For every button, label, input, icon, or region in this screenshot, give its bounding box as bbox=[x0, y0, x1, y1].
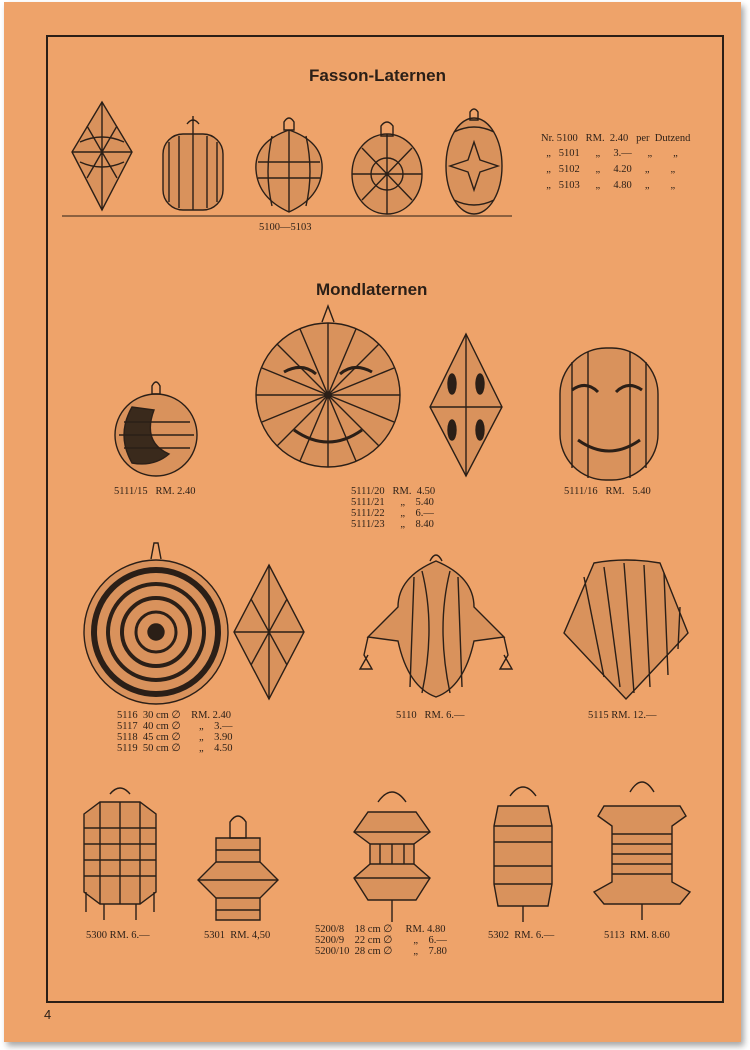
caption-5111-20-line2: 5111/21 „ 5.40 bbox=[351, 497, 434, 508]
caption-5116: 5116 30 cm ∅ RM. 2.40 bbox=[117, 710, 232, 721]
section-title-mond: Mondlaternen bbox=[316, 280, 428, 299]
page-number: 4 bbox=[44, 1007, 52, 1022]
fasson-price-5101: „ 5101 „ 3.— „ „ bbox=[541, 148, 678, 159]
lantern-illustration bbox=[352, 122, 422, 214]
mond-row2-illustrations bbox=[4, 537, 741, 707]
lantern-illustration bbox=[446, 109, 502, 214]
lantern-illustration bbox=[256, 306, 400, 467]
section-title-fasson: Fasson-Laternen bbox=[309, 66, 446, 85]
fasson-price-5103: „ 5103 „ 4.80 „ „ bbox=[541, 180, 676, 191]
caption-5111-20-line4: 5111/23 „ 8.40 bbox=[351, 519, 434, 530]
lantern-illustration bbox=[360, 555, 512, 697]
fasson-price-5100: Nr. 5100 RM. 2.40 per Dutzend bbox=[541, 133, 691, 144]
lantern-illustration bbox=[163, 116, 223, 210]
lantern-illustration bbox=[564, 560, 688, 699]
fasson-price-5102: „ 5102 „ 4.20 „ „ bbox=[541, 164, 676, 175]
caption-5300: 5300 RM. 6.— bbox=[86, 930, 150, 941]
mond-row1-illustrations bbox=[4, 302, 741, 492]
caption-5200-8: 5200/8 18 cm ∅ RM. 4.80 bbox=[315, 924, 446, 935]
fasson-lantern-illustrations bbox=[4, 2, 741, 242]
caption-5200-10: 5200/10 28 cm ∅ „ 7.80 bbox=[315, 946, 447, 957]
lantern-illustration bbox=[72, 102, 132, 210]
caption-5115: 5115 RM. 12.— bbox=[588, 710, 657, 721]
lantern-illustration bbox=[84, 543, 228, 704]
lantern-illustration bbox=[84, 788, 156, 920]
caption-5111-20-line1: 5111/20 RM. 4.50 bbox=[351, 486, 436, 497]
catalog-page bbox=[4, 2, 741, 1042]
caption-5302: 5302 RM. 6.— bbox=[488, 930, 555, 941]
lantern-illustration bbox=[430, 334, 502, 476]
caption-5200-9: 5200/9 22 cm ∅ „ 6.— bbox=[315, 935, 447, 946]
lantern-illustration bbox=[115, 382, 197, 476]
caption-5119: 5119 50 cm ∅ „ 4.50 bbox=[117, 743, 233, 754]
caption-5110: 5110 RM. 6.— bbox=[396, 710, 465, 721]
caption-5118: 5118 45 cm ∅ „ 3.90 bbox=[117, 732, 233, 743]
lantern-illustration bbox=[594, 782, 690, 920]
fasson-group-label: 5100—5103 bbox=[259, 222, 312, 233]
lantern-illustration bbox=[256, 118, 322, 212]
mond-row3-illustrations bbox=[4, 772, 741, 932]
lantern-illustration bbox=[494, 787, 552, 922]
caption-5301: 5301 RM. 4,50 bbox=[204, 930, 271, 941]
lantern-illustration bbox=[560, 348, 658, 480]
caption-5111-20-line3: 5111/22 „ 6.— bbox=[351, 508, 434, 519]
lantern-illustration bbox=[234, 565, 304, 699]
caption-5117: 5117 40 cm ∅ „ 3.— bbox=[117, 721, 233, 732]
lantern-illustration bbox=[354, 792, 430, 922]
caption-5111-16: 5111/16 RM. 5.40 bbox=[564, 486, 651, 497]
caption-5113: 5113 RM. 8.60 bbox=[604, 930, 670, 941]
lantern-illustration bbox=[198, 816, 278, 920]
caption-5111-15: 5111/15 RM. 2.40 bbox=[114, 486, 196, 497]
